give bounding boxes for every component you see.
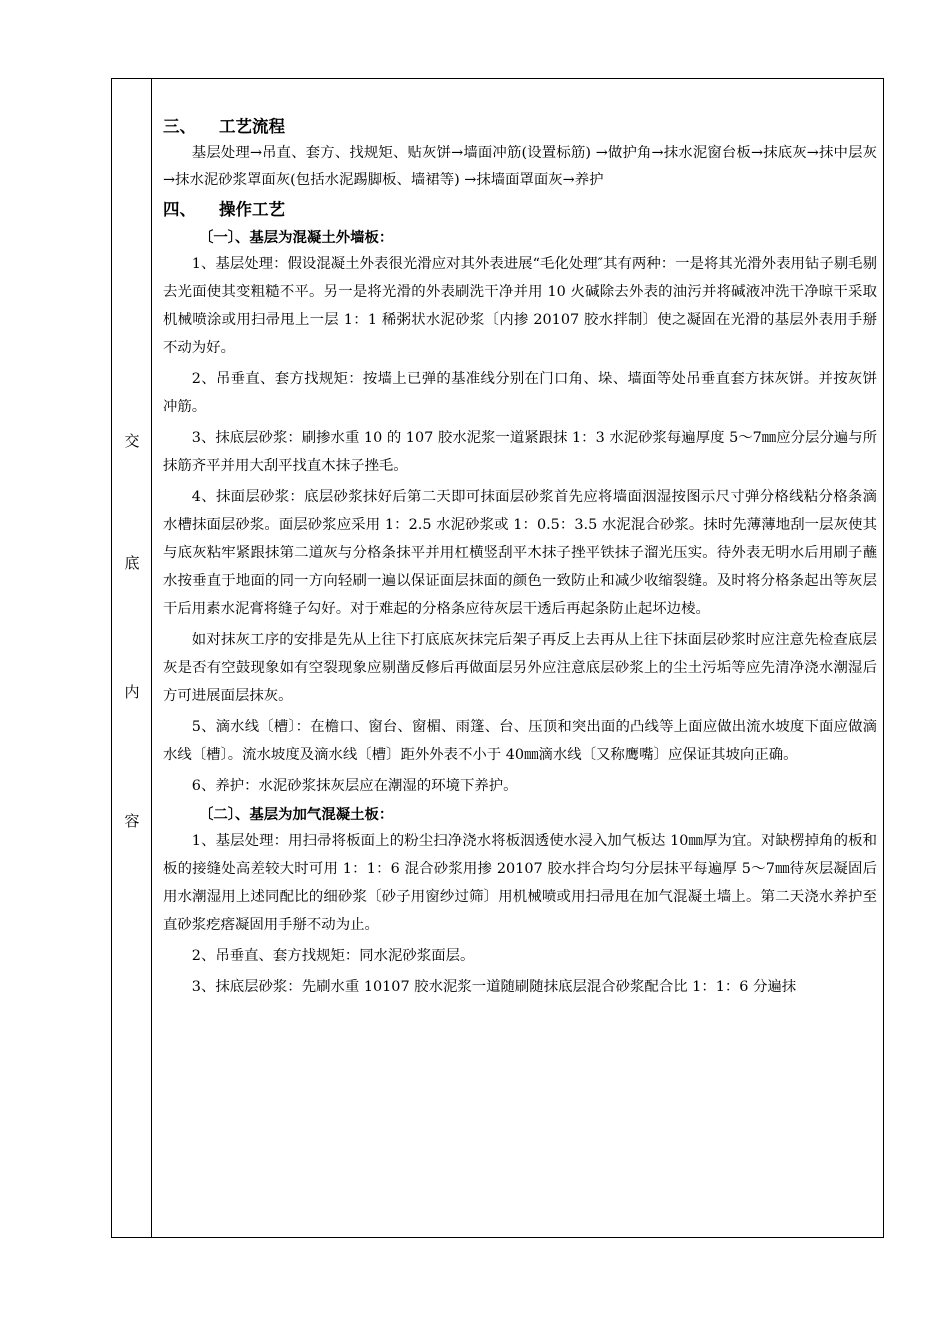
section-title: 工艺流程 xyxy=(219,117,285,136)
section-number: 三、 xyxy=(163,117,196,136)
side-label-char: 交 xyxy=(124,432,140,450)
paragraph: 4、抹面层砂浆：底层砂浆抹好后第二天即可抹面层砂浆首先应将墙面洇湿按图示尺寸弹分格线粘分格条滴水槽抹面层砂浆。面层砂浆应采用 1：2.5 水泥砂浆或 1：0.5：3.5 水泥混合砂浆。抹时先薄薄地刮一层灰使其与底灰粘牢紧跟抹第二道灰与分格条抹平并用杠横竖刮平木抹子挫平铁抹子溜光压实。待外表无明水后用刷子蘸水按垂直于地面的同一方向轻刷一遍以保证面层抹面的颜色一致防止和减少收缩裂缝。及时将分格条起出等灰层干后用素水泥膏将缝子勾好。对于难起的分格条应待灰层干透后再起条防止起坏边棱。 xyxy=(163,489,877,617)
side-label-column xyxy=(112,79,152,1237)
paragraph: 5、滴水线〔槽〕：在檐口、窗台、窗楣、雨篷、台、压顶和突出面的凸线等上面应做出流水坡度下面应做滴水线〔槽〕。流水坡度及滴水线〔槽〕距外外表不小于 40㎜滴水线〔又称鹰嘴〕应保证其坡向正确。 xyxy=(163,719,877,763)
paragraph: 3、抹底层砂浆：先刷水重 10107 胶水泥浆一道随刷随抹底层混合砂浆配合比 1：1：6 分遍抹 xyxy=(191,979,797,995)
subsection-title: 〔一〕、基层为混凝土外墙板： xyxy=(199,229,394,246)
paragraph: 2、吊垂直、套方找规矩：按墙上已弹的基准线分别在门口角、垛、墙面等处吊垂直套方抹灰饼。并按灰饼冲筋。 xyxy=(163,371,877,415)
side-label-char: 内 xyxy=(124,683,140,701)
section-number: 四、 xyxy=(163,200,196,219)
section-heading xyxy=(163,196,877,223)
section-title: 操作工艺 xyxy=(219,200,285,219)
subsection-title: 〔二〕、基层为加气混凝土板： xyxy=(199,806,394,823)
side-label-char: 底 xyxy=(124,554,140,572)
paragraph: 1、基层处理：用扫帚将板面上的粉尘扫净浇水将板洇透使水浸入加气板达 10㎜厚为宜。对缺楞掉角的板和板的接缝处高差较大时可用 1：1：6 混合砂浆用掺 20107 胶水拌合均匀分层抹平每遍厚 5～7㎜待灰层凝固后用水潮湿用上述同配比的细砂浆〔砂子用窗纱过筛〕用机械喷或用扫帚甩在加气混凝土墙上。第二天浇水养护至直砂浆疙瘩凝固用手掰不动为止。 xyxy=(163,833,877,933)
paragraph: 6、养护：水泥砂浆抹灰层应在潮湿的环境下养护。 xyxy=(191,778,518,794)
paragraph: 2、吊垂直、套方找规矩：同水泥砂浆面层。 xyxy=(191,948,475,964)
content-body xyxy=(163,113,877,1004)
paragraph: 3、抹底层砂浆：刷掺水重 10 的 107 胶水泥浆一道紧跟抹 1：3 水泥砂浆每遍厚度 5～7㎜应分层分遍与所抹筋齐平并用大刮平找直木抹子挫毛。 xyxy=(163,430,877,474)
section-heading xyxy=(163,113,877,140)
paragraph: 1、基层处理：假设混凝土外表很光滑应对其外表进展“毛化处理″其有两种：一是将其光滑外表用钻子剔毛剔去光面使其变粗糙不平。另一是将光滑的外表刷洗干净并用 10 火碱除去外表的油污并将碱液冲洗干净晾干采取机械喷涂或用扫帚甩上一层 1：1 稀粥状水泥砂浆〔内掺 20107 胶水拌制〕使之凝固在光滑的基层外表用手掰不动为好。 xyxy=(163,256,877,356)
process-flow-text: 基层处理→吊直、套方、找规矩、贴灰饼→墙面冲筋(设置标筋) →做护角→抹水泥窗台板→抹底灰→抹中层灰→抹水泥砂浆罩面灰(包括水泥踢脚板、墙裙等) →抹墙面罩面灰→养护 xyxy=(163,145,877,188)
side-label-char: 容 xyxy=(124,812,140,830)
paragraph: 如对抹灰工序的安排是先从上往下打底底灰抹完后架子再反上去再从上往下抹面层砂浆时应注意先检查底层灰是否有空鼓现象如有空裂现象应剔凿反修后再做面层另外应注意底层砂浆上的尘土污垢等应先清净浇水潮湿后方可进展面层抹灰。 xyxy=(163,632,877,704)
document-table xyxy=(111,78,884,1238)
